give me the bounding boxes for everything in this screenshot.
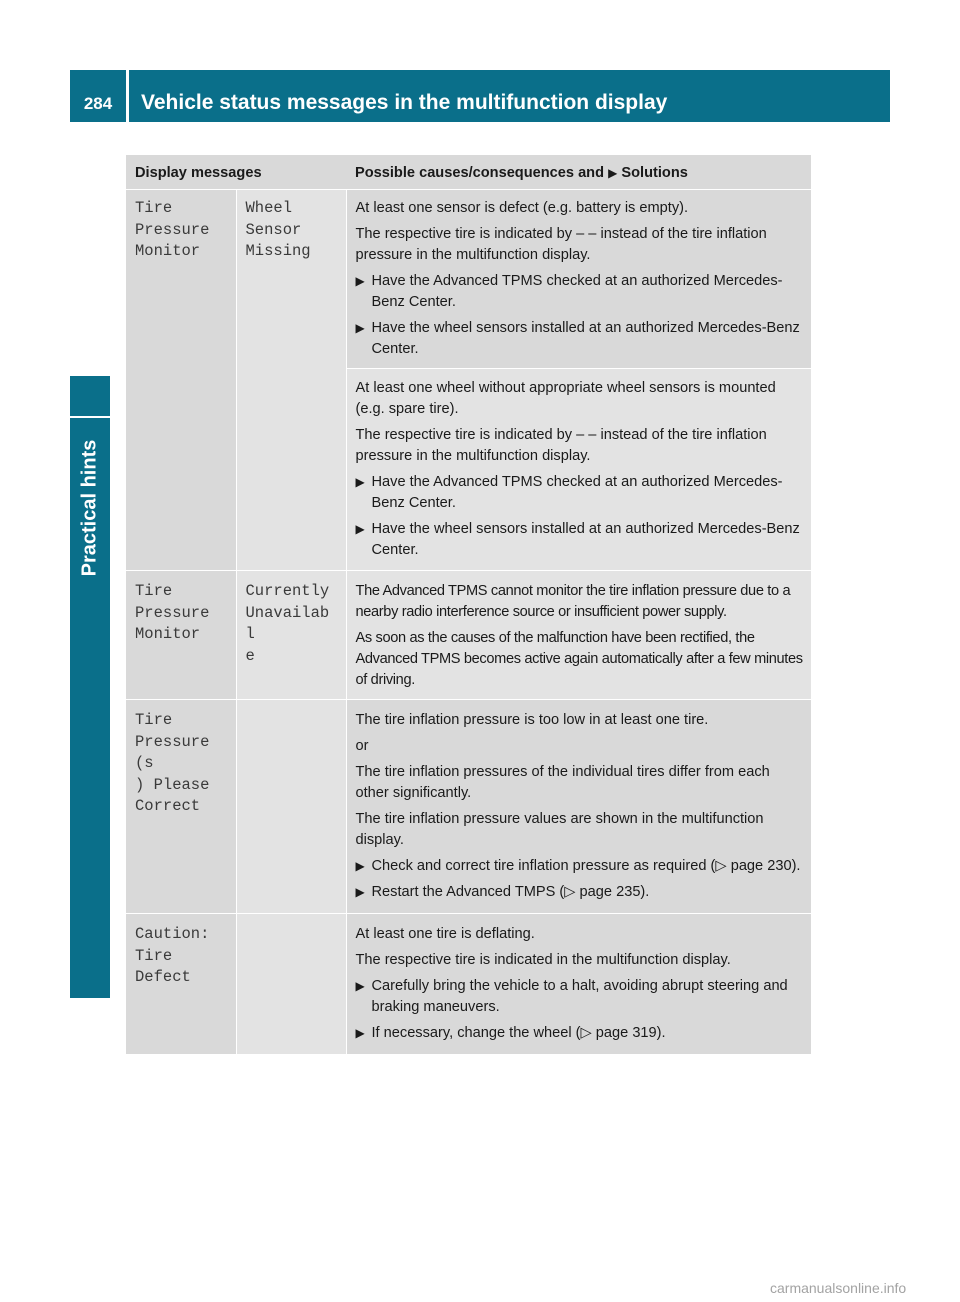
cause-text: The respective tire is indicated by – – instead of the tire inflation pressure in the multifunction display. — [355, 427, 767, 464]
arrow-right-icon: ▶ — [355, 859, 365, 873]
display-messages-table — [126, 155, 811, 1054]
cause-text: At least one sensor is defect (e.g. battery is empty). — [355, 200, 689, 216]
solution-step-text: Have the wheel sensors installed at an authorized Mercedes-Benz Center. — [371, 320, 800, 357]
arrow-right-icon: ▶ — [355, 885, 365, 899]
cause-text: At least one tire is deflating. — [355, 926, 535, 942]
solution-step-text: Have the Advanced TPMS checked at an authorized Mercedes-Benz Center. — [371, 474, 783, 511]
table-row — [126, 914, 811, 1055]
solution-step-text: Carefully bring the vehicle to a halt, avoiding abrupt steering and braking maneuvers. — [371, 978, 788, 1015]
solution-cell — [346, 190, 811, 369]
message-text-primary: Caution: Tire Defect — [126, 914, 236, 1055]
col-header-display-messages: Display messages — [126, 155, 346, 190]
solution-step-text: Restart the Advanced TMPS (▷ page 235). — [371, 884, 650, 900]
side-tab-label-wrap — [70, 418, 110, 598]
arrow-right-icon: ▶ — [355, 274, 365, 288]
arrow-right-icon: ▶ — [355, 475, 365, 489]
solution-cell — [346, 369, 811, 571]
arrow-right-icon: ▶ — [355, 321, 365, 335]
solution-step — [356, 472, 804, 514]
table-row — [126, 571, 811, 700]
side-tab-marker — [70, 376, 110, 416]
page-title: Vehicle status messages in the multifunction display — [129, 70, 890, 122]
solution-step — [356, 976, 804, 1018]
solution-step — [356, 856, 804, 877]
message-text-primary: Tire Pressure(s ) Please Correct — [126, 700, 236, 914]
cause-text: The tire inflation pressures of the individual tires differ from each other significantly. — [355, 764, 770, 801]
page-number: 284 — [70, 70, 126, 122]
solution-step-text: Have the wheel sensors installed at an authorized Mercedes-Benz Center. — [371, 521, 800, 558]
col-header-solutions-text-b: Solutions — [617, 165, 688, 181]
solution-step-text: Check and correct tire inflation pressure as required (▷ page 230). — [371, 858, 801, 874]
side-tab-label: Practical hints — [78, 439, 101, 577]
message-text-secondary: Currently Unavailabl e — [236, 571, 346, 700]
cause-text: The tire inflation pressure values are shown in the multifunction display. — [355, 811, 764, 848]
cause-text: The respective tire is indicated in the multifunction display. — [355, 952, 731, 968]
cause-text: The tire inflation pressure is too low in at least one tire. — [355, 712, 709, 728]
col-header-solutions — [346, 155, 811, 190]
cause-text: The Advanced TPMS cannot monitor the tire inflation pressure due to a nearby radio interference source or insufficient power supply. — [355, 583, 791, 620]
col-header-solutions-text-a: Possible causes/consequences and — [355, 165, 609, 181]
page-header — [70, 70, 890, 122]
cause-text: The respective tire is indicated by – – instead of the tire inflation pressure in the multifunction display. — [355, 226, 767, 263]
watermark: carmanualsonline.info — [770, 1280, 907, 1296]
message-text-secondary — [236, 914, 346, 1055]
arrow-right-icon: ▶ — [355, 522, 365, 536]
solution-step — [356, 318, 804, 360]
solution-step — [356, 519, 804, 561]
table-row — [126, 700, 811, 914]
solution-cell — [346, 700, 811, 914]
solution-cell — [346, 571, 811, 700]
solution-step — [356, 271, 804, 313]
solution-step — [356, 1023, 804, 1044]
solution-step-text: Have the Advanced TPMS checked at an authorized Mercedes-Benz Center. — [371, 273, 783, 310]
table-row — [126, 190, 811, 369]
cause-text: or — [355, 738, 369, 754]
cause-text: At least one wheel without appropriate wheel sensors is mounted (e.g. spare tire). — [355, 380, 776, 417]
message-text-secondary: Wheel Sensor Missing — [236, 190, 346, 571]
cause-text: As soon as the causes of the malfunction have been rectified, the Advanced TPMS becomes active again automatically after a few minutes of driving. — [355, 630, 803, 688]
message-text-secondary — [236, 700, 346, 914]
arrow-right-icon: ▶ — [355, 1026, 365, 1040]
solution-cell — [346, 914, 811, 1055]
solution-step-text: If necessary, change the wheel (▷ page 319). — [371, 1025, 666, 1041]
arrow-right-icon: ▶ — [608, 166, 618, 180]
message-text-primary: Tire Pressure Monitor — [126, 190, 236, 571]
solution-step — [356, 882, 804, 903]
arrow-right-icon: ▶ — [355, 979, 365, 993]
message-text-primary: Tire Pressure Monitor — [126, 571, 236, 700]
table-header-row — [126, 155, 811, 190]
